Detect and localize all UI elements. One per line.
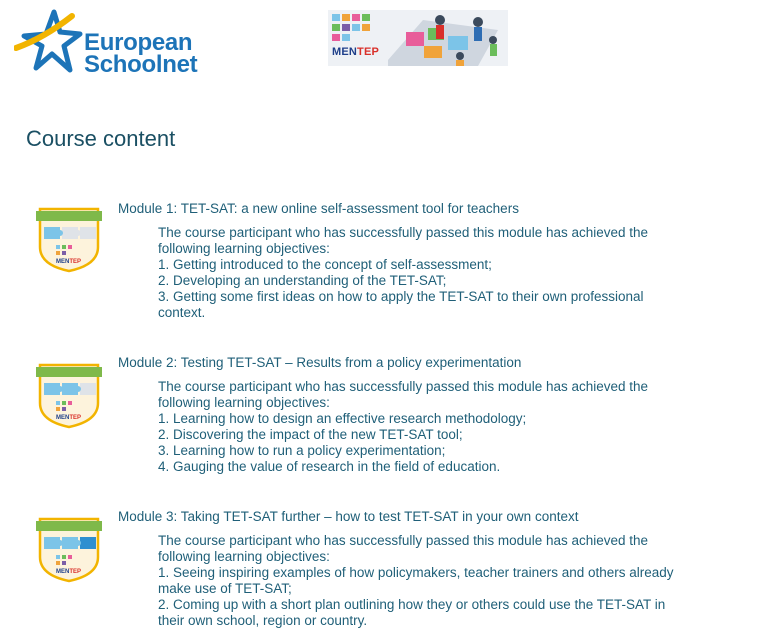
logo-line-2: Schoolnet bbox=[84, 51, 198, 78]
module-description bbox=[158, 533, 718, 629]
intro-line-1: The course participant who has successfully passed this module has achieved the bbox=[158, 225, 649, 240]
module-description bbox=[158, 225, 718, 321]
brand-suffix: TEP bbox=[357, 46, 380, 58]
objectives-list bbox=[158, 257, 718, 321]
module-title: Module 3: Taking TET-SAT further – how to test TET-SAT in your own context bbox=[118, 509, 579, 524]
objective-item: 1. Learning how to design an effective research methodology; bbox=[158, 411, 527, 426]
objective-item: 3. Getting some first ideas on how to apply the TET-SAT to their own professional bbox=[158, 289, 644, 304]
module-badge-icon bbox=[34, 359, 104, 429]
objective-item: 1. Seeing inspiring examples of how policymakers, teacher trainers and others already bbox=[158, 565, 674, 580]
star-logo-icon bbox=[14, 8, 84, 76]
objective-item: 2. Developing an understanding of the TET-SAT; bbox=[158, 273, 447, 288]
logo-wordmark bbox=[84, 29, 198, 78]
intro-line-2: following learning objectives: bbox=[158, 549, 330, 564]
page-title: Course content bbox=[26, 126, 176, 151]
objective-item: 1. Getting introduced to the concept of self-assessment; bbox=[158, 257, 492, 272]
brand-main: MEN bbox=[332, 46, 358, 58]
european-schoolnet-logo bbox=[14, 8, 214, 76]
intro-line-1: The course participant who has successfully passed this module has achieved the bbox=[158, 533, 649, 548]
module-badge-icon bbox=[34, 203, 104, 273]
mentep-banner-image bbox=[328, 10, 508, 66]
objective-item: 2. Coming up with a short plan outlining how they or others could use the TET-SAT in bbox=[158, 597, 666, 612]
intro-line-2: following learning objectives: bbox=[158, 395, 330, 410]
objective-item: context. bbox=[158, 305, 206, 320]
intro-line-2: following learning objectives: bbox=[158, 241, 330, 256]
svg-text:MENTEP: MENTEP bbox=[56, 569, 82, 575]
intro-line-1: The course participant who has successfully passed this module has achieved the bbox=[158, 379, 649, 394]
objective-item: 3. Learning how to run a policy experimentation; bbox=[158, 443, 446, 458]
objective-item: 2. Discovering the impact of the new TET-SAT tool; bbox=[158, 427, 463, 442]
svg-text:MENTEP: MENTEP bbox=[56, 415, 82, 421]
objective-item: 4. Gauging the value of research in the field of education. bbox=[158, 459, 501, 474]
svg-text:MENTEP: MENTEP bbox=[56, 259, 82, 265]
mentep-wordmark bbox=[332, 46, 379, 58]
module-badge-icon bbox=[34, 513, 104, 583]
module-title: Module 1: TET-SAT: a new online self-assessment tool for teachers bbox=[118, 201, 519, 216]
objective-item: make use of TET-SAT; bbox=[158, 581, 292, 596]
objectives-list bbox=[158, 411, 718, 475]
module-title: Module 2: Testing TET-SAT – Results from a policy experimentation bbox=[118, 355, 522, 370]
objective-item: their own school, region or country. bbox=[158, 613, 368, 628]
logo-line-1: European bbox=[84, 29, 193, 56]
module-description bbox=[158, 379, 718, 475]
objectives-list bbox=[158, 565, 718, 629]
